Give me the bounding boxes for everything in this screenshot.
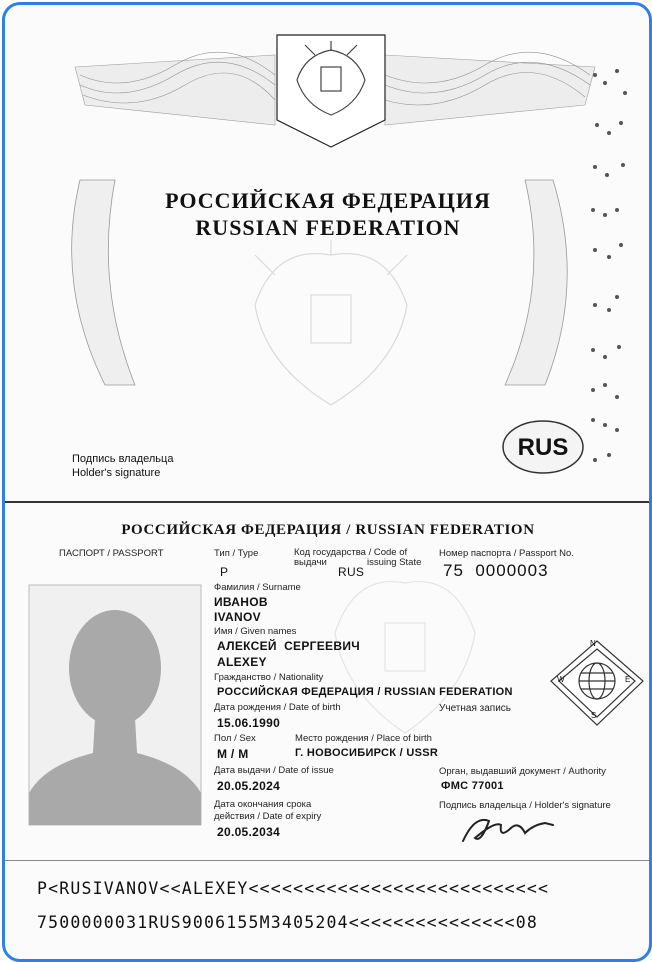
passport-number-label: Номер паспорта / Passport No. <box>439 548 574 559</box>
watermark-eagle <box>255 240 407 405</box>
compass-south: S <box>591 711 597 720</box>
given-names-label: Имя / Given names <box>214 626 297 637</box>
holder-signature <box>463 820 553 841</box>
expiry-label-line1: Дата окончания срока <box>214 799 312 810</box>
expiry-date-value: 20.05.2034 <box>217 825 281 839</box>
coat-of-arms-top <box>277 35 385 147</box>
authority-value: ФМС 77001 <box>441 780 504 792</box>
mrz-line-1: P<RUSIVANOV<<ALEXEY<<<<<<<<<<<<<<<<<<<<<<<<<<< <box>37 879 550 898</box>
nationality-label: Гражданство / Nationality <box>214 672 324 683</box>
issue-date-label: Дата выдачи / Date of issue <box>214 765 334 776</box>
holder-signature-label: Подпись владельца / Holder's signature <box>439 800 611 811</box>
perforation-number <box>591 69 627 462</box>
compass-east: E <box>625 675 631 684</box>
code-label-line1: Код государства / Code of <box>294 547 408 558</box>
compass-west: W <box>557 675 565 684</box>
signature-label-en: Holder's signature <box>72 467 161 479</box>
country-code: RUS <box>517 434 569 461</box>
data-page-header: РОССИЙСКАЯ ФЕДЕРАЦИЯ / RUSSIAN FEDERATION <box>121 522 535 538</box>
sex-label: Пол / Sex <box>214 733 256 744</box>
title-russian: РОССИЙСКАЯ ФЕДЕРАЦИЯ <box>165 188 491 213</box>
given-names-en: ALEXEY <box>217 655 267 669</box>
passport-label: ПАСПОРТ / PASSPORT <box>59 548 164 559</box>
dob-value: 15.06.1990 <box>217 716 281 730</box>
surname-ru: ИВАНОВ <box>214 595 268 609</box>
sex-value: M / M <box>217 747 249 761</box>
expiry-label-line2: действия / Date of expiry <box>214 811 322 822</box>
nationality-value: РОССИЙСКАЯ ФЕДЕРАЦИЯ / RUSSIAN FEDERATION <box>217 686 513 698</box>
surname-label: Фамилия / Surname <box>214 582 301 593</box>
compass-north: N <box>590 639 596 648</box>
code-label-line2: выдачи <box>294 557 327 568</box>
passport-number-value: 75 0000003 <box>443 561 549 580</box>
record-label: Учетная запись <box>439 703 512 714</box>
given-names-ru: АЛЕКСЕЙ СЕРГЕЕВИЧ <box>217 639 360 653</box>
dob-label: Дата рождения / Date of birth <box>214 702 341 713</box>
issue-date-value: 20.05.2024 <box>217 779 281 793</box>
authority-label: Орган, выдавший документ / Authority <box>439 766 606 777</box>
type-label: Тип / Type <box>214 548 259 559</box>
mrz-separator <box>5 860 649 861</box>
top-page-artwork <box>5 5 651 501</box>
type-value: P <box>220 565 229 579</box>
signature-label-ru: Подпись владельца <box>72 453 174 465</box>
place-of-birth-label: Место рождения / Place of birth <box>295 733 432 744</box>
title-english: RUSSIAN FEDERATION <box>195 215 461 240</box>
code-label-line3: issuing State <box>367 557 422 568</box>
mrz-line-2: 7500000031RUS9006155M3405204<<<<<<<<<<<<<<<08 <box>37 913 539 932</box>
code-value: RUS <box>338 565 365 579</box>
surname-en: IVANOV <box>214 610 261 624</box>
place-of-birth-value: Г. НОВОСИБИРСК / USSR <box>295 747 439 759</box>
passport-document <box>2 2 652 962</box>
